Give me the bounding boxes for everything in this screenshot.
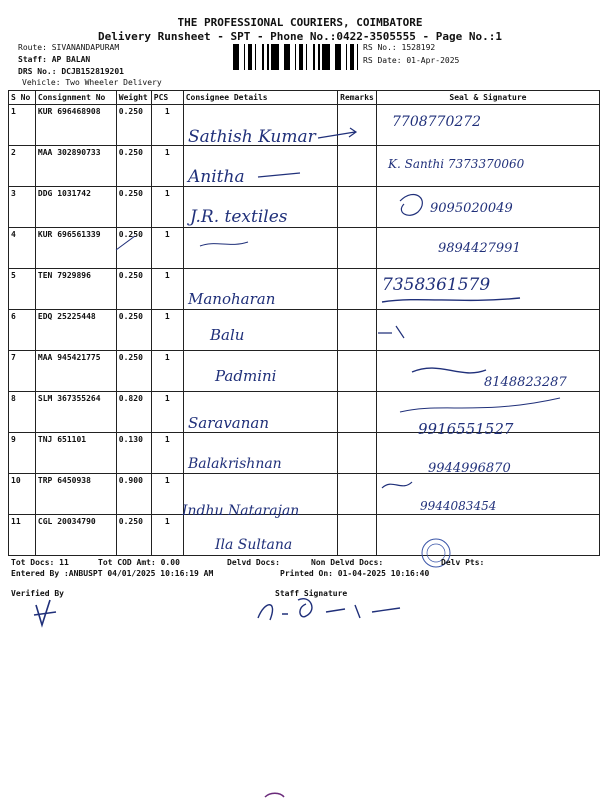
table-row xyxy=(9,146,600,187)
weight-cell: 0.250 xyxy=(116,269,151,310)
consignee-cell xyxy=(183,474,337,515)
staff-signature-label: Staff Signature xyxy=(275,589,348,598)
consignee-cell xyxy=(183,515,337,556)
receiver-phone-signature: 9944083454 xyxy=(420,499,497,513)
column-header-pcs: PCS xyxy=(151,91,183,105)
remarks-cell xyxy=(338,392,377,433)
receiver-phone-signature: 9894427991 xyxy=(438,241,521,256)
consignee-cell xyxy=(183,105,337,146)
seal-cell xyxy=(376,515,599,556)
weight-cell: 0.250 xyxy=(116,515,151,556)
sno-cell: 1 xyxy=(9,105,36,146)
sno-cell: 2 xyxy=(9,146,36,187)
remarks-cell xyxy=(338,433,377,474)
sno-cell: 11 xyxy=(9,515,36,556)
table-row xyxy=(9,105,600,146)
consignment-cell: MAA 945421775 xyxy=(35,351,116,392)
pcs-cell: 1 xyxy=(151,187,183,228)
weight-cell: 0.250 xyxy=(116,351,151,392)
consignee-signature: Indhu Natarajan xyxy=(182,503,300,519)
column-header-seal: Seal & Signature xyxy=(376,91,599,105)
delivery-points: Delv Pts: xyxy=(441,558,485,567)
consignment-cell: KUR 696468908 xyxy=(35,105,116,146)
total-cod-amount: Tot COD Amt: 0.00 xyxy=(98,558,180,567)
sno-cell: 10 xyxy=(9,474,36,515)
seal-cell xyxy=(376,105,599,146)
remarks-cell xyxy=(338,187,377,228)
consignee-signature: Balakrishnan xyxy=(188,456,282,472)
table-row xyxy=(9,228,600,269)
seal-cell xyxy=(376,433,599,474)
sno-cell: 5 xyxy=(9,269,36,310)
consignment-cell: CGL 20034790 xyxy=(35,515,116,556)
column-header-weight: Weight xyxy=(116,91,151,105)
vehicle-label: Vehicle: Two Wheeler Delivery xyxy=(22,78,162,87)
remarks-cell xyxy=(338,228,377,269)
consignee-cell xyxy=(183,228,337,269)
seal-cell xyxy=(376,392,599,433)
column-header-remarks: Remarks xyxy=(338,91,377,105)
consignee-signature: Sathish Kumar xyxy=(188,127,316,147)
consignment-cell: DDG 1031742 xyxy=(35,187,116,228)
table-row xyxy=(9,269,600,310)
consignment-cell: SLM 367355264 xyxy=(35,392,116,433)
consignment-cell: TNJ 651101 xyxy=(35,433,116,474)
sno-cell: 6 xyxy=(9,310,36,351)
non-delivered-docs: Non Delvd Docs: xyxy=(311,558,384,567)
table-row xyxy=(9,187,600,228)
remarks-cell xyxy=(338,474,377,515)
verified-by-signature xyxy=(34,600,56,625)
receiver-phone-signature: 8148823287 xyxy=(484,375,567,390)
consignee-signature: Padmini xyxy=(215,367,277,385)
remarks-cell xyxy=(338,269,377,310)
rs-no-label: RS No.: 1528192 xyxy=(363,43,436,52)
consignee-signature: Manoharan xyxy=(188,290,276,308)
weight-cell: 0.250 xyxy=(116,105,151,146)
consignee-signature: Anitha xyxy=(188,167,245,187)
table-header-row xyxy=(9,91,600,105)
consignee-cell xyxy=(183,146,337,187)
consignee-cell xyxy=(183,433,337,474)
remarks-cell xyxy=(338,515,377,556)
receiver-phone-signature: K. Santhi 7373370060 xyxy=(388,157,525,171)
sno-cell: 3 xyxy=(9,187,36,228)
column-header-consignee: Consignee Details xyxy=(183,91,337,105)
consignment-cell: MAA 302890733 xyxy=(35,146,116,187)
sno-cell: 7 xyxy=(9,351,36,392)
entered-by: Entered By :ANBUSPT 04/01/2025 10:16:19 AM xyxy=(11,569,214,578)
weight-cell: 0.900 xyxy=(116,474,151,515)
remarks-cell xyxy=(338,310,377,351)
consignee-cell xyxy=(183,269,337,310)
consignee-signature: Balu xyxy=(210,326,245,344)
pcs-cell: 1 xyxy=(151,515,183,556)
table-row xyxy=(9,474,600,515)
verified-by-label: Verified By xyxy=(11,589,64,598)
consignment-cell: KUR 696561339 xyxy=(35,228,116,269)
column-header-sno: S No xyxy=(9,91,36,105)
table-row xyxy=(9,515,600,556)
seal-cell xyxy=(376,310,599,351)
pcs-cell: 1 xyxy=(151,269,183,310)
sno-cell: 4 xyxy=(9,228,36,269)
pcs-cell: 1 xyxy=(151,351,183,392)
weight-cell: 0.130 xyxy=(116,433,151,474)
staff-signature-mark xyxy=(258,599,400,620)
weight-cell: 0.250 xyxy=(116,310,151,351)
consignee-cell xyxy=(183,310,337,351)
pcs-cell: 1 xyxy=(151,310,183,351)
weight-cell: 0.250 xyxy=(116,146,151,187)
total-docs: Tot Docs: 11 xyxy=(11,558,69,567)
consignment-cell: TRP 6450938 xyxy=(35,474,116,515)
barcode-image xyxy=(233,44,359,70)
route-label: Route: SIVANANDAPURAM xyxy=(18,43,120,52)
consignee-cell xyxy=(183,187,337,228)
table-row xyxy=(9,310,600,351)
receiver-phone-signature: 9095020049 xyxy=(430,201,513,216)
seal-cell xyxy=(376,474,599,515)
receiver-phone-signature: 9944996870 xyxy=(428,461,511,476)
delivered-docs: Delvd Docs: xyxy=(227,558,280,567)
company-title: THE PROFESSIONAL COURIERS, COIMBATORE xyxy=(177,16,423,29)
seal-cell xyxy=(376,228,599,269)
weight-cell: 0.250 xyxy=(116,187,151,228)
weight-cell: 0.820 xyxy=(116,392,151,433)
runsheet-table xyxy=(8,90,600,556)
seal-cell xyxy=(376,187,599,228)
sno-cell: 9 xyxy=(9,433,36,474)
drs-label: DRS No.: DCJB152819201 xyxy=(18,67,124,76)
receiver-phone-signature: 9916551527 xyxy=(418,420,514,438)
consignee-cell xyxy=(183,351,337,392)
printed-on: Printed On: 01-04-2025 10:16:40 xyxy=(280,569,430,578)
table-row xyxy=(9,351,600,392)
pcs-cell: 1 xyxy=(151,474,183,515)
seal-cell xyxy=(376,351,599,392)
weight-cell: 0.250 xyxy=(116,228,151,269)
consignment-cell: TEN 7929896 xyxy=(35,269,116,310)
pcs-cell: 1 xyxy=(151,105,183,146)
consignment-cell: EDQ 25225448 xyxy=(35,310,116,351)
pcs-cell: 1 xyxy=(151,433,183,474)
column-header-consignment: Consignment No xyxy=(35,91,116,105)
receiver-phone-signature: 7708770272 xyxy=(392,114,482,130)
consignee-signature: Ila Sultana xyxy=(215,537,293,553)
seal-cell xyxy=(376,146,599,187)
runsheet-subtitle: Delivery Runsheet - SPT - Phone No.:0422-3505555 - Page No.:1 xyxy=(98,30,502,43)
pcs-cell: 1 xyxy=(151,146,183,187)
remarks-cell xyxy=(338,351,377,392)
table-row xyxy=(9,433,600,474)
table-row xyxy=(9,392,600,433)
receiver-phone-signature: 7358361579 xyxy=(382,275,491,295)
consignee-signature: Saravanan xyxy=(188,414,270,432)
consignee-cell xyxy=(183,392,337,433)
sno-cell: 8 xyxy=(9,392,36,433)
pcs-cell: 1 xyxy=(151,392,183,433)
seal-cell xyxy=(376,269,599,310)
pcs-cell: 1 xyxy=(151,228,183,269)
consignee-signature: J.R. textiles xyxy=(190,207,288,227)
staff-label: Staff: AP BALAN xyxy=(18,55,91,64)
remarks-cell xyxy=(338,146,377,187)
remarks-cell xyxy=(338,105,377,146)
rs-date-label: RS Date: 01-Apr-2025 xyxy=(363,56,460,65)
